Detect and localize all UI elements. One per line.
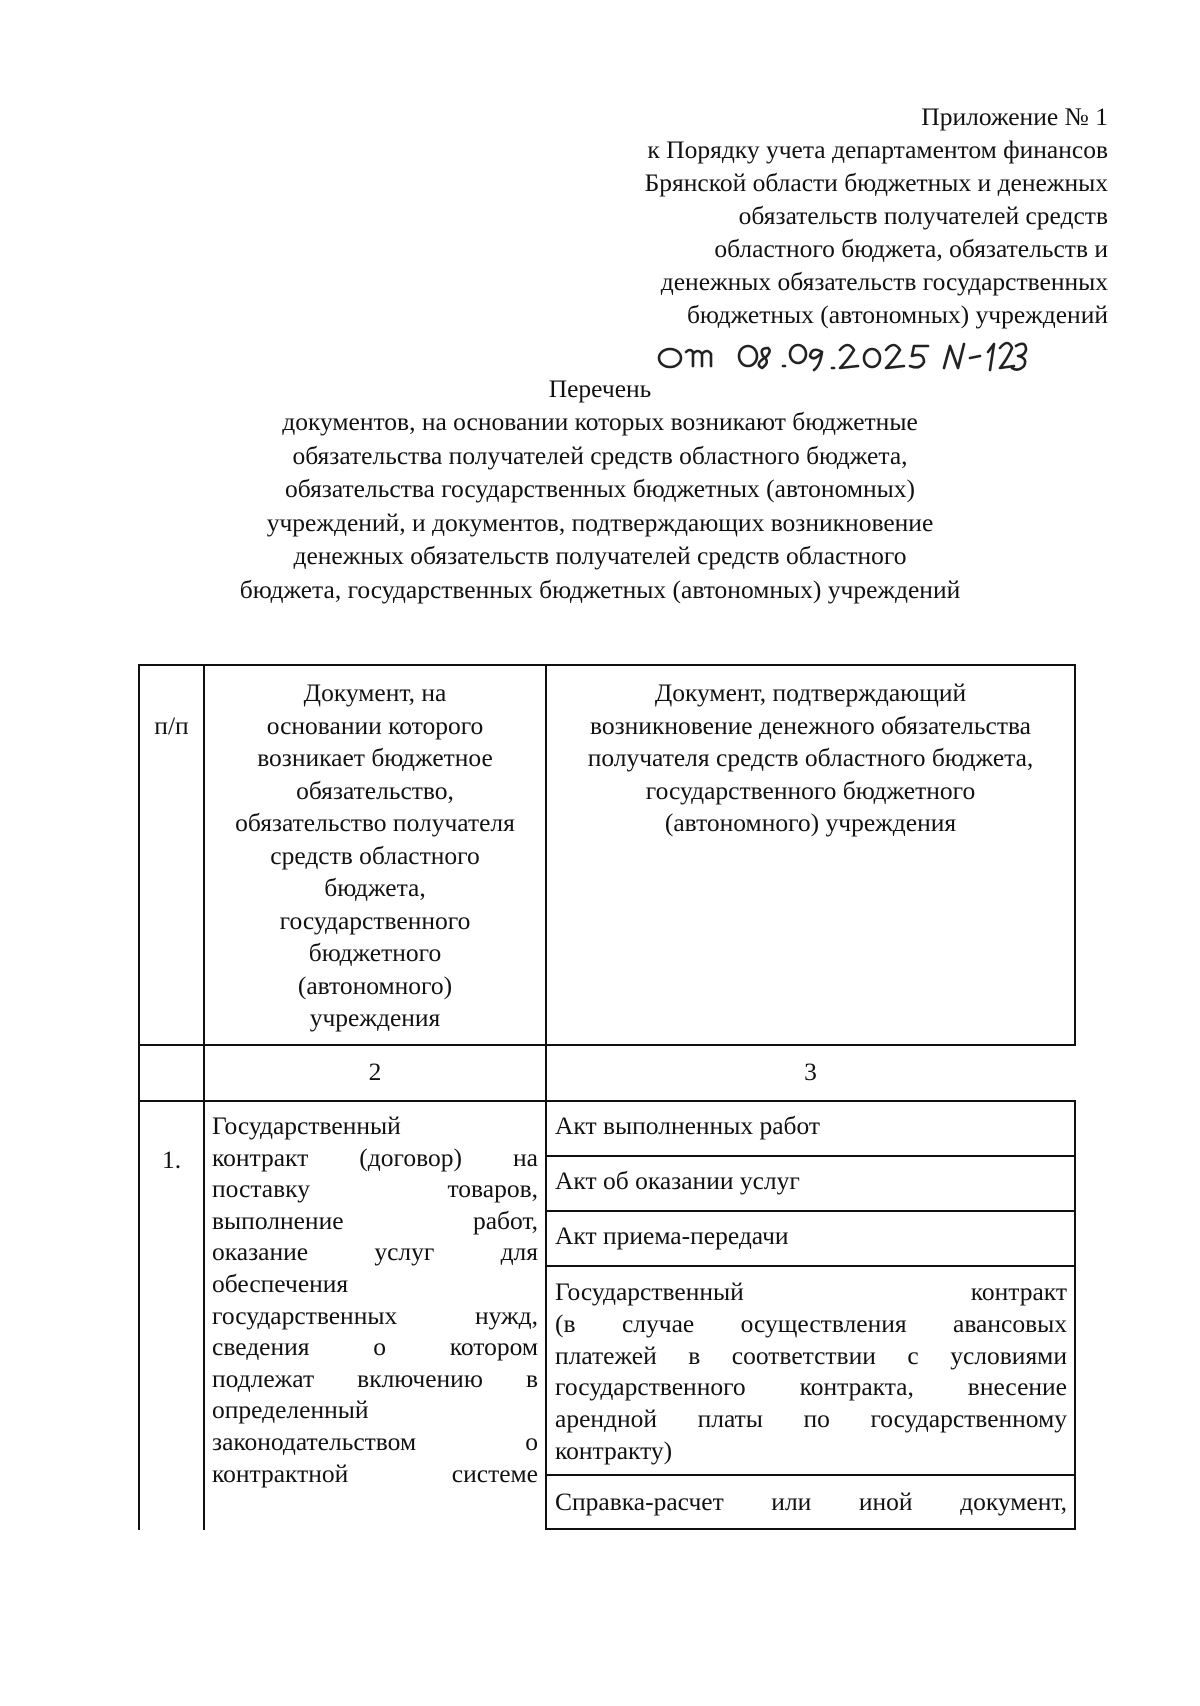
word: товаров, bbox=[447, 1174, 538, 1204]
word: работ, bbox=[472, 1205, 538, 1235]
word: государственного bbox=[555, 1372, 746, 1402]
word: нужд, bbox=[474, 1300, 538, 1330]
column-number-3: 3 bbox=[804, 1057, 817, 1086]
word: Акт выполненных работ bbox=[555, 1111, 821, 1140]
table-subrow-divider bbox=[547, 1528, 1076, 1530]
word: оказание bbox=[212, 1237, 309, 1267]
word: в bbox=[688, 1340, 701, 1370]
document-title: Перечень bbox=[548, 374, 652, 403]
subtitle-line: документов, на основании которых возникают бюджетные bbox=[282, 407, 918, 436]
table-subrow-divider bbox=[547, 1474, 1076, 1476]
word: внесение bbox=[967, 1372, 1067, 1402]
word: контракт bbox=[212, 1142, 309, 1172]
table-row-divider bbox=[138, 1044, 1076, 1046]
table-border-right bbox=[1074, 664, 1076, 1046]
word: или bbox=[771, 1487, 812, 1516]
header-line: (автономного) учреждения bbox=[664, 808, 957, 837]
word: (договор) bbox=[359, 1142, 462, 1172]
header-line: государственного бюджетного bbox=[645, 775, 976, 805]
word: условиями bbox=[950, 1340, 1067, 1370]
text-line bbox=[555, 1308, 1067, 1340]
word: случае bbox=[621, 1308, 695, 1338]
row1-confirming-calculation-certificate bbox=[555, 1486, 1067, 1519]
word: по bbox=[803, 1404, 830, 1434]
header-line: получателя средств областного бюджета, bbox=[587, 743, 1034, 772]
document-subtitle bbox=[150, 405, 1050, 606]
word: платы bbox=[697, 1404, 763, 1434]
text-line bbox=[555, 1486, 1067, 1519]
text-line bbox=[212, 1205, 538, 1237]
header-col-confirming-document bbox=[547, 677, 1074, 840]
appendix-line: областного бюджета, обязательств и bbox=[714, 234, 1108, 263]
row1-confirming-act-of-services bbox=[555, 1165, 1067, 1198]
row1-confirming-act-of-works bbox=[555, 1110, 1067, 1143]
word: контракт bbox=[970, 1277, 1067, 1306]
word: документ, bbox=[960, 1487, 1067, 1516]
text-line bbox=[555, 1371, 1067, 1403]
word: Государственный bbox=[555, 1277, 744, 1306]
word: Акт приема-передачи bbox=[555, 1221, 789, 1250]
header-line: (автономного) bbox=[297, 970, 453, 1000]
word: включению bbox=[357, 1363, 483, 1393]
header-col-basis-document bbox=[205, 677, 545, 1035]
header-line: средств областного bbox=[270, 840, 480, 870]
text-line bbox=[212, 1331, 538, 1363]
header-line: бюджета, bbox=[324, 873, 426, 902]
appendix-line: Брянской области бюджетных и денежных bbox=[644, 168, 1108, 197]
word: для bbox=[500, 1237, 538, 1267]
table-border-right bbox=[1074, 1100, 1076, 1530]
word: Справка-расчет bbox=[555, 1487, 724, 1516]
word: о bbox=[525, 1426, 538, 1456]
word: определенный bbox=[212, 1395, 369, 1425]
text-line bbox=[212, 1142, 538, 1174]
text-line bbox=[555, 1276, 1067, 1308]
word: авансовых bbox=[953, 1308, 1067, 1338]
word: контракта, bbox=[799, 1372, 914, 1402]
table-subrow-divider bbox=[547, 1265, 1076, 1267]
word: законодательством bbox=[212, 1426, 417, 1456]
table-border-left bbox=[138, 664, 140, 1530]
text-line bbox=[555, 1220, 1067, 1253]
text-line bbox=[212, 1363, 538, 1395]
word: платежей bbox=[555, 1340, 657, 1370]
header-line: Документ, на bbox=[303, 678, 447, 707]
subtitle-line: денежных обязательств получателей средств областного bbox=[293, 541, 907, 570]
word: котором bbox=[449, 1332, 538, 1362]
header-line: возникает бюджетное bbox=[257, 743, 493, 772]
word: Акт об оказании услуг bbox=[555, 1166, 800, 1195]
text-line bbox=[212, 1236, 538, 1268]
word: на bbox=[513, 1142, 538, 1172]
word: в bbox=[525, 1363, 538, 1393]
header-line: Документ, подтверждающий bbox=[654, 678, 967, 707]
header-col-number: п/п bbox=[154, 711, 189, 740]
word: обеспечения bbox=[212, 1268, 349, 1298]
word: Государственный bbox=[212, 1111, 401, 1140]
text-line bbox=[212, 1458, 538, 1490]
text-line bbox=[555, 1403, 1067, 1435]
header-line: возникновение денежного обязательства bbox=[589, 710, 1032, 740]
word: государственных bbox=[212, 1300, 398, 1330]
header-line: учреждения bbox=[309, 1003, 441, 1032]
row1-confirming-transfer-act bbox=[555, 1220, 1067, 1253]
subtitle-line: обязательства получателей средств областного бюджета, bbox=[292, 440, 908, 470]
header-line: государственного bbox=[279, 905, 471, 935]
word: поставку bbox=[212, 1174, 310, 1204]
word: соответствии bbox=[731, 1340, 876, 1370]
word: осуществления bbox=[740, 1308, 907, 1338]
word: услуг bbox=[374, 1237, 435, 1267]
appendix-line: бюджетных (автономных) учреждений bbox=[686, 300, 1108, 329]
word: подлежат bbox=[212, 1363, 315, 1393]
text-line bbox=[555, 1340, 1067, 1372]
row1-confirming-state-contract bbox=[555, 1276, 1067, 1467]
appendix-title: Приложение № 1 bbox=[921, 102, 1108, 131]
appendix-block bbox=[488, 100, 1108, 331]
header-line: обязательство получателя bbox=[235, 808, 515, 837]
word: контракту) bbox=[555, 1435, 673, 1465]
text-line bbox=[555, 1110, 1067, 1143]
table-row-divider bbox=[138, 1100, 1076, 1102]
text-line bbox=[212, 1426, 538, 1458]
appendix-line: к Порядку учета департаментом финансов bbox=[647, 135, 1108, 164]
text-line bbox=[212, 1394, 538, 1426]
header-line: бюджетного bbox=[308, 938, 442, 967]
word: системе bbox=[451, 1458, 538, 1488]
table-border-top bbox=[138, 664, 1076, 666]
appendix-line: обязательств получателей средств bbox=[738, 201, 1108, 230]
column-number-2: 2 bbox=[368, 1057, 382, 1086]
text-line bbox=[555, 1435, 1067, 1467]
row1-basis-document bbox=[212, 1110, 538, 1489]
word: выполнение bbox=[212, 1205, 344, 1235]
text-line bbox=[212, 1173, 538, 1205]
word: сведения bbox=[212, 1332, 310, 1362]
text-line bbox=[555, 1165, 1067, 1198]
text-line bbox=[212, 1110, 538, 1142]
appendix-line: денежных обязательств государственных bbox=[660, 267, 1108, 296]
word: арендной bbox=[555, 1404, 658, 1434]
text-line bbox=[212, 1268, 538, 1300]
word: государственному bbox=[870, 1404, 1067, 1434]
subtitle-line: обязательства государственных бюджетных (автономных) bbox=[284, 474, 916, 503]
subtitle-line: бюджета, государственных бюджетных (автономных) учреждений bbox=[239, 574, 961, 604]
header-line: основании которого bbox=[266, 710, 484, 740]
word: с bbox=[907, 1340, 919, 1370]
table-subrow-divider bbox=[547, 1155, 1076, 1157]
header-line: обязательство, bbox=[296, 775, 454, 805]
word: иной bbox=[858, 1487, 913, 1516]
row-number: 1. bbox=[161, 1145, 182, 1174]
subtitle-line: учреждений, и документов, подтверждающих возникновение bbox=[266, 507, 934, 537]
word: о bbox=[373, 1332, 387, 1362]
table-subrow-divider bbox=[547, 1210, 1076, 1212]
word: (в bbox=[555, 1308, 576, 1338]
text-line bbox=[212, 1300, 538, 1332]
word: контрактной bbox=[212, 1458, 349, 1488]
handwritten-signature-date bbox=[652, 330, 1032, 376]
